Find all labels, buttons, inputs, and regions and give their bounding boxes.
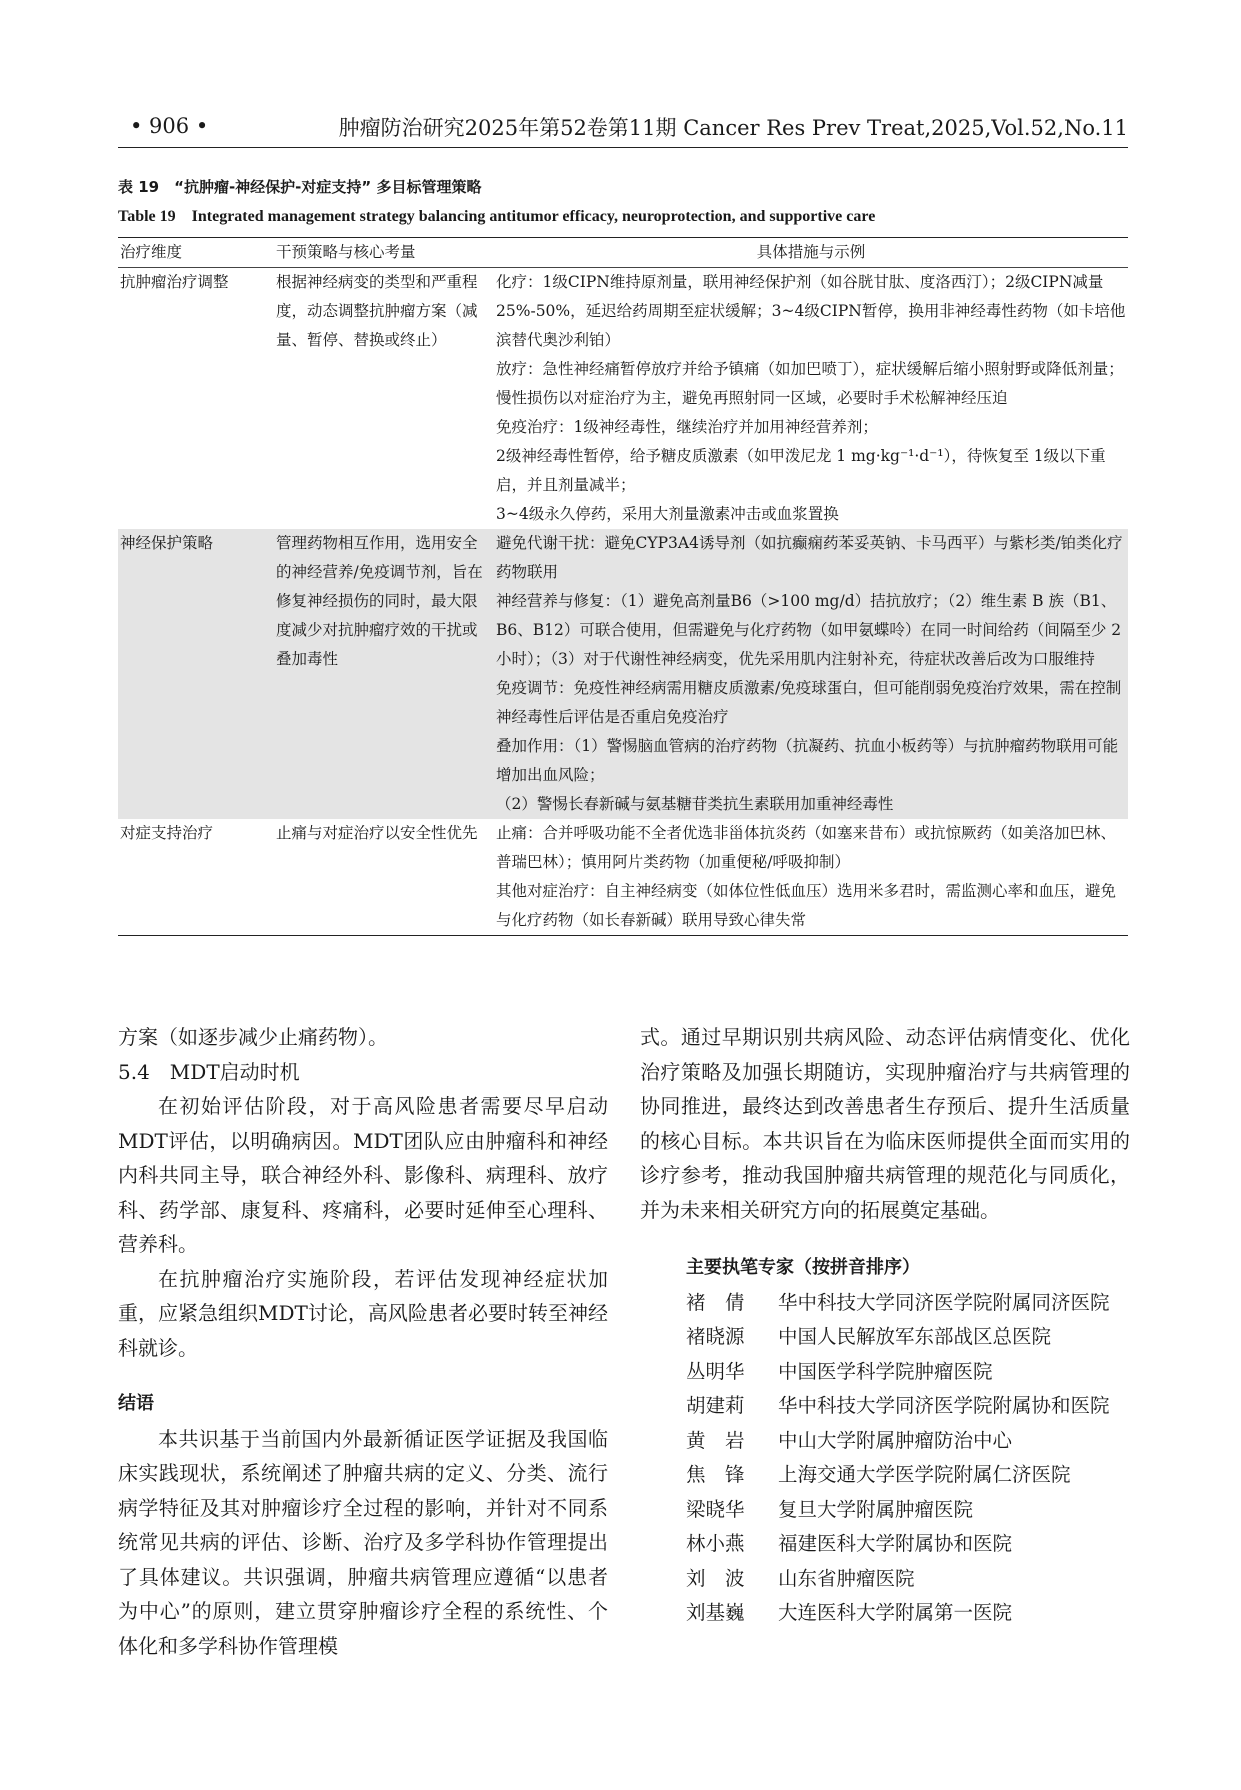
page-number: • 906 • (130, 114, 209, 138)
expert-list (640, 1251, 1130, 1631)
table-row (118, 268, 1128, 530)
expert-org: 上海交通大学医学院附属仁济医院 (778, 1463, 1071, 1486)
section-heading-5-4: 5.4 MDT启动时机 (118, 1059, 300, 1084)
measure-item: （2）警惕长春新碱与氨基糖苷类抗生素联用加重神经毒性 (496, 795, 894, 813)
expert-name: 褚晓源 (686, 1325, 745, 1348)
cell-measures (486, 819, 1128, 936)
expert-name: 丛明华 (686, 1359, 745, 1383)
expert-name: 梁晓华 (686, 1497, 745, 1521)
measure-item: 2级神经毒性暂停，给予糖皮质激素（如甲泼尼龙 1 mg·kg⁻¹·d⁻¹），待恢复至 1级以下重启，并且剂量减半； (496, 447, 1106, 494)
header-strategy: 干预策略与核心考量 (270, 238, 486, 268)
expert-entry (686, 1424, 1130, 1459)
experts-title: 主要执笔专家（按拼音排序） (686, 1257, 920, 1278)
expert-name: 褚 倩 (686, 1290, 745, 1314)
table-caption-en: Table 19 Integrated management strategy balancing antitumor efficacy, neuroprotection, and supportive care (118, 208, 876, 225)
expert-name: 刘基巍 (686, 1601, 745, 1624)
expert-org: 复旦大学附属肿瘤医院 (778, 1497, 974, 1521)
expert-org: 大连医科大学附属第一医院 (778, 1601, 1013, 1624)
section-heading-conclusion: 结语 (118, 1393, 154, 1414)
expert-entry (686, 1562, 1130, 1597)
running-header (118, 108, 1128, 148)
table-caption-cn: 表 19 “抗肿瘤-神经保护-对症支持” 多目标管理策略 (118, 178, 482, 196)
cell-strategy: 根据神经病变的类型和严重程度，动态调整抗肿瘤方案（减量、暂停、替换或终止） (276, 273, 478, 349)
expert-entry (686, 1355, 1130, 1390)
measure-item: 避免代谢干扰：避免CYP3A4诱导剂（如抗癫痫药苯妥英钠、卡马西平）与紫杉类/铂类化疗药物联用 (496, 534, 1123, 581)
journal-title: 肿瘤防治研究2025年第52卷第11期 Cancer Res Prev Treat,2025,Vol.52,No.11 (338, 116, 1128, 140)
expert-entry (686, 1527, 1130, 1562)
expert-name: 胡建莉 (686, 1394, 745, 1417)
measure-item: 化疗：1级CIPN维持原剂量，联用神经保护剂（如谷胱甘肽、度洛西汀）；2级CIPN减量25%-50%，延迟给药周期至症状缓解；3~4级CIPN暂停，换用非神经毒性药物（如卡培他滨替代奥沙利铂） (496, 273, 1126, 349)
expert-rows (640, 1286, 1130, 1631)
measure-item: 放疗：急性神经痛暂停放疗并给予镇痛（如加巴喷丁），症状缓解后缩小照射野或降低剂量；慢性损伤以对症治疗为主，避免再照射同一区域，必要时手术松解神经压迫 (496, 360, 1124, 407)
table-row (118, 529, 1128, 819)
expert-entry (686, 1458, 1130, 1493)
cell-measures (486, 268, 1128, 530)
measure-item: 3~4级永久停药，采用大剂量激素冲击或血浆置换 (496, 505, 839, 523)
expert-org: 华中科技大学同济医学院附属同济医院 (778, 1290, 1110, 1314)
cell-dimension: 抗肿瘤治疗调整 (120, 273, 229, 291)
expert-name: 刘 波 (686, 1566, 745, 1590)
measure-item: 免疫调节：免疫性神经病需用糖皮质激素/免疫球蛋白，但可能削弱免疫治疗效果，需在控制神经毒性后评估是否重启免疫治疗 (496, 679, 1122, 726)
table-header-row (118, 238, 1128, 268)
paragraph: 本共识基于当前国内外最新循证医学证据及我国临床实践现状，系统阐述了肿瘤共病的定义、分类、流行病学特征及其对肿瘤诊疗全过程的影响，并针对不同系统常见共病的评估、诊断、治疗及多学科协作管理提出了具体建议。共识强调，肿瘤共病管理应遵循“以患者为中心”的原则，建立贯穿肿瘤诊疗全程的系统性、个体化和多学科协作管理模 (118, 1426, 608, 1658)
expert-name: 黄 岩 (686, 1428, 745, 1452)
expert-org: 中国人民解放军东部战区总医院 (778, 1325, 1052, 1348)
expert-entry (686, 1389, 1130, 1424)
strategy-table (118, 237, 1128, 936)
right-column (640, 1020, 1130, 1631)
cell-strategy: 止痛与对症治疗以安全性优先 (270, 819, 486, 936)
expert-entry (686, 1320, 1130, 1355)
paragraph: 在抗肿瘤治疗实施阶段，若评估发现神经症状加重，应紧急组织MDT讨论，高风险患者必要时转至神经科就诊。 (118, 1266, 608, 1360)
cell-measures (486, 529, 1128, 819)
header-dimension: 治疗维度 (118, 238, 270, 268)
expert-entry (686, 1493, 1130, 1528)
left-column (118, 1020, 608, 1663)
expert-org: 福建医科大学附属协和医院 (778, 1532, 1013, 1555)
measure-item: 其他对症治疗：自主神经病变（如体位性低血压）选用米多君时，需监测心率和血压，避免与化疗药物（如长春新碱）联用导致心律失常 (496, 882, 1117, 929)
measure-item: 叠加作用：（1）警惕脑血管病的治疗药物（抗凝药、抗血小板药等）与抗肿瘤药物联用可能增加出血风险； (496, 737, 1119, 784)
cell-dimension: 对症支持治疗 (118, 819, 270, 936)
paragraph: 在初始评估阶段，对于高风险患者需要尽早启动MDT评估，以明确病因。MDT团队应由肿瘤科和神经内科共同主导，联合神经外科、影像科、病理科、放疗科、药学部、康复科、疼痛科，必要时延伸至心理科、营养科。 (118, 1094, 608, 1256)
expert-entry (686, 1596, 1130, 1631)
paragraph: 式。通过早期识别共病风险、动态评估病情变化、优化治疗策略及加强长期随访，实现肿瘤治疗与共病管理的协同推进，最终达到改善患者生存预后、提升生活质量的核心目标。本共识旨在为临床医师提供全面而实用的诊疗参考，推动我国肿瘤共病管理的规范化与同质化，并为未来相关研究方向的拓展奠定基础。 (640, 1025, 1130, 1222)
measure-item: 神经营养与修复：（1）避免高剂量B6（>100 mg/d）拮抗放疗；（2）维生素 B 族（B1、B6、B12）可联合使用，但需避免与化疗药物（如甲氨蝶呤）在同一时间给药（间隔至少 2 小时）；（3）对于代谢性神经病变，优先采用肌内注射补充，待症状改善后改为口服维持 (496, 592, 1122, 668)
expert-name: 焦 锋 (686, 1463, 745, 1486)
expert-org: 华中科技大学同济医学院附属协和医院 (778, 1394, 1110, 1417)
table-row (118, 819, 1128, 936)
expert-org: 山东省肿瘤医院 (778, 1566, 915, 1590)
measure-item: 免疫治疗：1级神经毒性，继续治疗并加用神经营养剂； (496, 418, 878, 436)
expert-name: 林小燕 (686, 1532, 745, 1555)
cell-dimension: 神经保护策略 (118, 529, 270, 819)
expert-org: 中山大学附属肿瘤防治中心 (778, 1428, 1013, 1452)
expert-org: 中国医学科学院肿瘤医院 (778, 1359, 993, 1383)
expert-entry (686, 1286, 1130, 1321)
cell-strategy: 管理药物相互作用，选用安全的神经营养/免疫调节剂，旨在修复神经损伤的同时，最大限度减少对抗肿瘤疗效的干扰或叠加毒性 (270, 529, 486, 819)
paragraph: 方案（如逐步减少止痛药物）。 (118, 1025, 388, 1049)
header-rule (118, 147, 1128, 148)
measure-item: 止痛：合并呼吸功能不全者优选非甾体抗炎药（如塞来昔布）或抗惊厥药（如美洛加巴林、普瑞巴林）；慎用阿片类药物（加重便秘/呼吸抑制） (496, 824, 1117, 871)
header-measures: 具体措施与示例 (486, 238, 1128, 268)
